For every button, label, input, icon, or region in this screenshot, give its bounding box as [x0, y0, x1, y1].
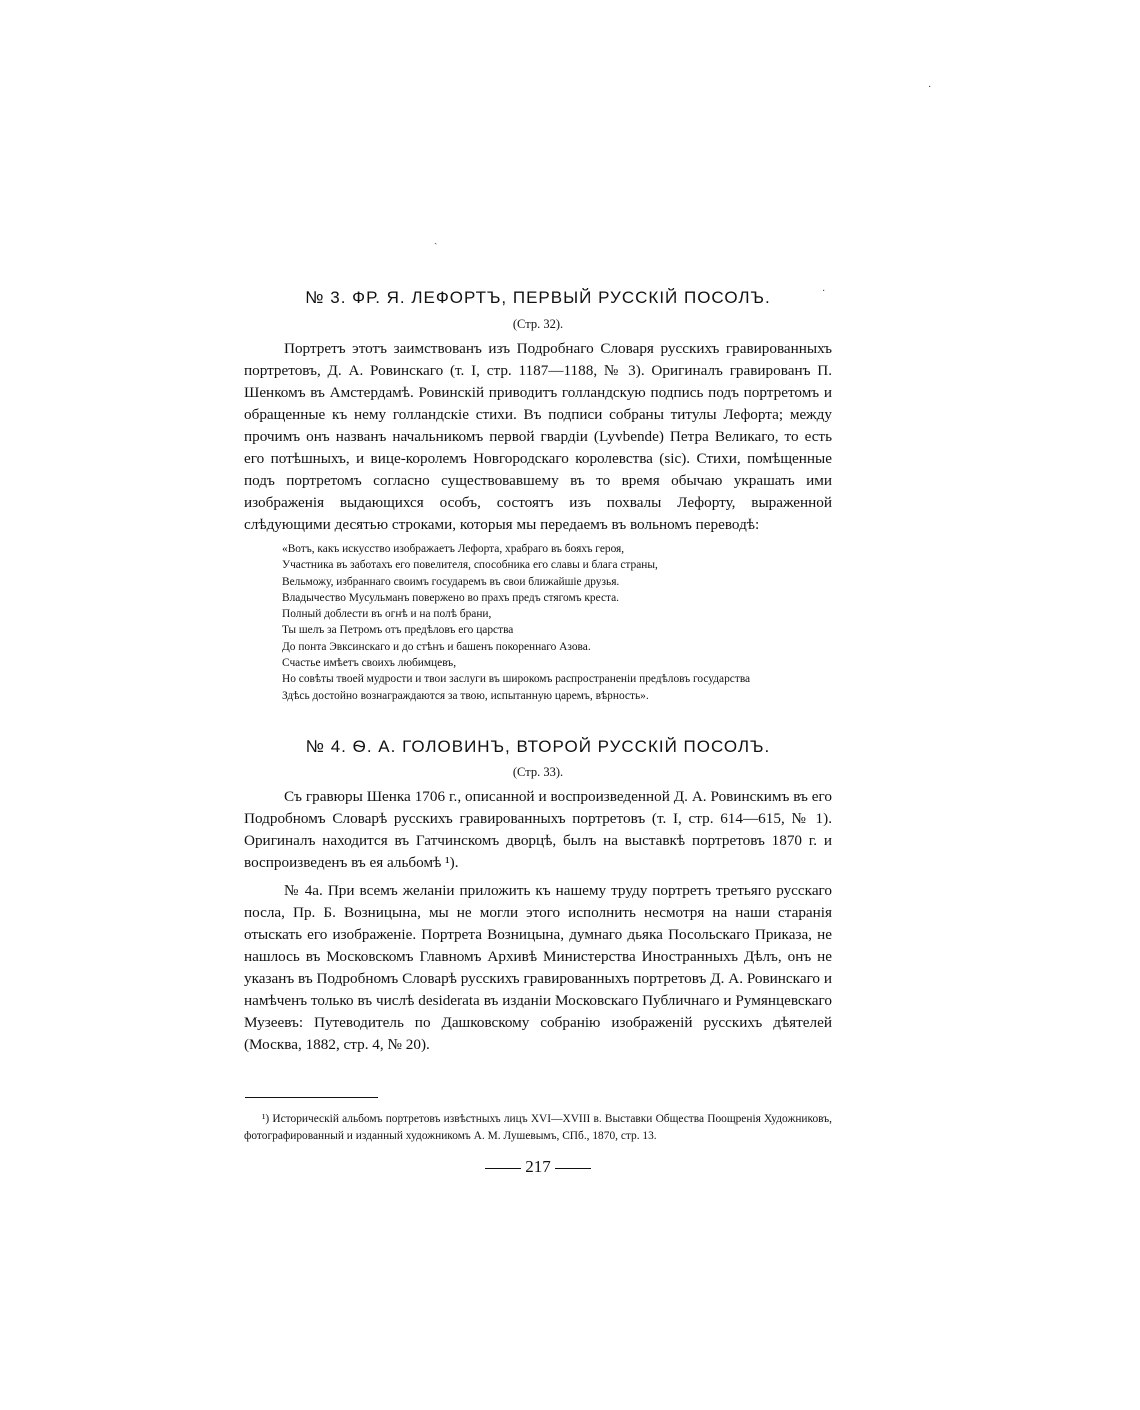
page-number-dash-right	[555, 1168, 591, 1169]
section-3-heading: № 3. ФР. Я. ЛЕФОРТЪ, ПЕРВЫЙ РУССКІЙ ПОСОЛЪ.	[305, 288, 771, 307]
verse-line: До понта Эвксинскаго и до стѣнъ и башенъ покореннаго Азова.	[282, 640, 591, 653]
section-4-heading: № 4. Ѳ. А. ГОЛОВИНЪ, ВТОРОЙ РУССКІЙ ПОСОЛЪ.	[305, 737, 771, 756]
verse-line: Участника въ заботахъ его повелителя, способника его славы и блага страны,	[282, 559, 658, 572]
verse-line: Владычество Мусульманъ повержено во прахъ предъ стягомъ креста.	[282, 591, 620, 604]
verse-translation	[282, 541, 834, 704]
footnote: ¹) Историческій альбомъ портретовъ извѣстныхъ лицъ XVI—XVIII в. Выставки Общества Поощренія Художниковъ, фотографированный и изданный художникомъ А. М. Лушевымъ, СПб., 1870, стр. 13.	[244, 1113, 832, 1142]
scan-speck: ·	[822, 286, 826, 297]
section-4-paragraph: Съ гравюры Шенка 1706 г., описанной и воспроизведенной Д. А. Ровинскимъ въ его Подробномъ Словарѣ русскихъ гравированныхъ портретовъ (т. I, стр. 614—615, № 1). Оригиналъ находится въ Гатчинскомъ дворцѣ, былъ на выставкѣ портретовъ 1870 г. и воспроизведенъ въ ея альбомѣ ¹).	[244, 788, 832, 871]
section-3-body	[244, 338, 832, 536]
section-3-page-ref: (Стр. 32).	[512, 317, 564, 331]
verse-line: Полный доблести въ огнѣ и на полѣ брани,	[282, 608, 492, 621]
section-4a-paragraph: № 4а. При всемъ желаніи приложить къ нашему труду портретъ третьяго русскаго посла, Пр. Б. Возницына, мы не могли этого исполнить несмотря на наши старанія отыскать его изображеніе. Портрета Возницына, думнаго дьяка Посольскаго Приказа, не нашлось въ Московскомъ Главномъ Архивѣ Министерства Иностранныхъ Дѣлъ, онъ не указанъ въ Подробномъ Словарѣ русскихъ гравированныхъ портретовъ Д. А. Ровинскаго и намѣченъ только въ числѣ desiderata въ изданіи Московскаго Публичнаго и Румянцевскаго Музеевъ: Путеводитель по Дашковскому собранію изображеній русскихъ дѣятелей (Москва, 1882, стр. 4, № 20).	[244, 882, 832, 1053]
page-number-value: 217	[525, 1157, 551, 1176]
scan-speck: ˎ	[434, 234, 438, 245]
scan-speck: ·	[928, 82, 932, 93]
verse-line: Здѣсь достойно вознаграждаются за твою, испытанную царемъ, вѣрность».	[282, 689, 649, 702]
verse-line: Счастье имѣетъ своихъ любимцевъ,	[282, 657, 457, 670]
verse-line: Вельможу, избраннаго своимъ государемъ въ свои ближайшіе друзья.	[282, 575, 620, 588]
verse-line: Но совѣты твоей мудрости и твои заслуги въ широкомъ распространеніи предѣловъ государства	[282, 673, 751, 686]
section-4-body	[244, 786, 832, 874]
page-number-dash-left	[485, 1168, 521, 1169]
section-3-paragraph: Портретъ этотъ заимствованъ изъ Подробнаго Словаря русскихъ гравированныхъ портретовъ, Д. А. Ровинскаго (т. I, стр. 1187—1188, № 3). Оригиналъ гравированъ П. Шенкомъ въ Амстердамѣ. Ровинскій приводитъ голландскую подпись подъ портретомъ и обращенные къ нему голландскіе стихи. Въ подписи собраны титулы Лефорта; между прочимъ онъ названъ начальникомъ первой гвардіи (Lyvbende) Петра Великаго, то есть его потѣшныхъ, и вице-королемъ Новгородскаго королевства (sic). Стихи, помѣщенные подъ портретомъ согласно существовавшему въ то время обычаю украшать ими изображенія выдающихся особъ, состоятъ изъ похвалы Лефорту, выраженной слѣдующими десятью строками, которыя мы передаемъ въ вольномъ переводѣ:	[244, 340, 832, 533]
verse-line: «Вотъ, какъ искусство изображаетъ Лефорта, храбраго въ бояхъ героя,	[282, 543, 625, 555]
section-4a-body	[244, 880, 832, 1056]
page-number	[478, 1157, 598, 1177]
section-4-page-ref: (Стр. 33).	[512, 765, 564, 779]
verse-line: Ты шелъ за Петромъ отъ предѣловъ его царства	[282, 624, 514, 637]
footnote-divider	[245, 1097, 378, 1098]
